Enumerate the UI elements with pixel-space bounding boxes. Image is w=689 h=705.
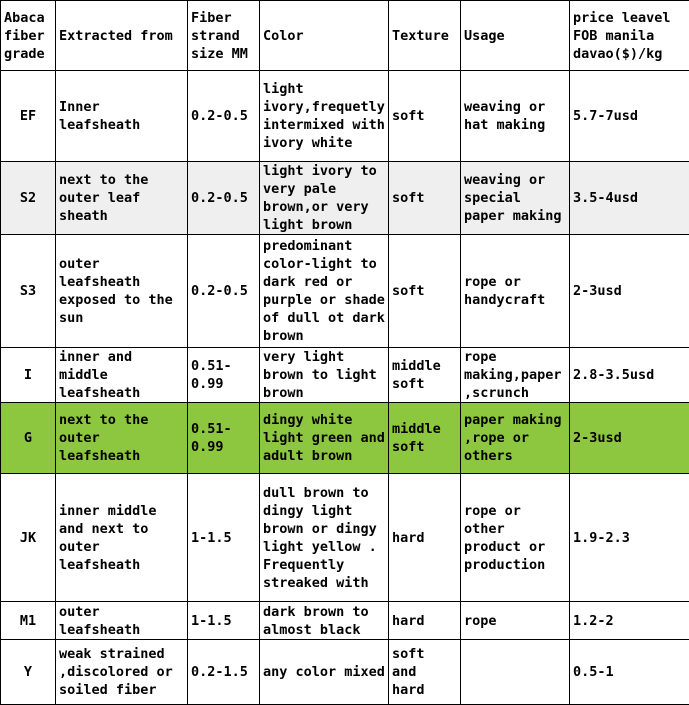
cell-price: 1.2-2: [570, 602, 689, 640]
table-row: [1, 71, 689, 162]
cell-extracted: outer leafsheath exposed to the sun: [56, 235, 188, 348]
cell-price: 3.5-4usd: [570, 162, 689, 235]
header-grade: Abaca fiber grade: [1, 1, 56, 71]
cell-usage: weaving or special paper making: [461, 162, 570, 235]
cell-grade: Y: [1, 640, 56, 705]
cell-grade: EF: [1, 71, 56, 162]
cell-price: 1.9-2.3: [570, 474, 689, 602]
cell-color: predominant color-light to dark red or purple or shade of dull ot dark brown: [260, 235, 389, 348]
cell-usage: paper making ,rope or others: [461, 403, 570, 474]
cell-price: 2-3usd: [570, 403, 689, 474]
cell-extracted: inner middle and next to outer leafsheath: [56, 474, 188, 602]
header-price: price leavel FOB manila davao($)/kg: [570, 1, 689, 71]
cell-size: 0.2-0.5: [188, 162, 260, 235]
cell-size: 0.2-0.5: [188, 71, 260, 162]
cell-extracted: next to the outer leaf sheath: [56, 162, 188, 235]
cell-texture: middle soft: [389, 403, 461, 474]
cell-size: 0.51-0.99: [188, 348, 260, 403]
table-row-highlighted: [1, 403, 689, 474]
cell-grade: M1: [1, 602, 56, 640]
cell-extracted: outer leafsheath: [56, 602, 188, 640]
table-row: [1, 348, 689, 403]
cell-color: dull brown to dingy light brown or dingy light yellow . Frequently streaked with: [260, 474, 389, 602]
cell-extracted: Inner leafsheath: [56, 71, 188, 162]
cell-usage: rope making,paper ,scrunch: [461, 348, 570, 403]
cell-price: 2-3usd: [570, 235, 689, 348]
cell-price: 0.5-1: [570, 640, 689, 705]
cell-texture: hard: [389, 474, 461, 602]
cell-texture: hard: [389, 602, 461, 640]
cell-texture: middle soft: [389, 348, 461, 403]
cell-extracted: next to the outer leafsheath: [56, 403, 188, 474]
cell-usage: rope: [461, 602, 570, 640]
table-row: [1, 640, 689, 705]
header-usage: Usage: [461, 1, 570, 71]
cell-color: light ivory,frequetly intermixed with ivory white: [260, 71, 389, 162]
cell-size: 1-1.5: [188, 602, 260, 640]
cell-usage: weaving or hat making: [461, 71, 570, 162]
cell-size: 0.2-0.5: [188, 235, 260, 348]
table-row: [1, 162, 689, 235]
cell-grade: G: [1, 403, 56, 474]
header-fiber-size: Fiber strand size MM: [188, 1, 260, 71]
cell-size: 0.51-0.99: [188, 403, 260, 474]
cell-texture: soft and hard: [389, 640, 461, 705]
cell-color: dark brown to almost black: [260, 602, 389, 640]
cell-size: 0.2-1.5: [188, 640, 260, 705]
cell-texture: soft: [389, 71, 461, 162]
cell-color: any color mixed: [260, 640, 389, 705]
cell-color: very light brown to light brown: [260, 348, 389, 403]
cell-color: dingy white light green and adult brown: [260, 403, 389, 474]
cell-size: 1-1.5: [188, 474, 260, 602]
header-extracted-from: Extracted from: [56, 1, 188, 71]
cell-texture: soft: [389, 162, 461, 235]
header-row: [1, 1, 689, 71]
cell-usage: rope or other product or production: [461, 474, 570, 602]
cell-grade: I: [1, 348, 56, 403]
cell-extracted: inner and middle leafsheath: [56, 348, 188, 403]
header-color: Color: [260, 1, 389, 71]
cell-grade: JK: [1, 474, 56, 602]
cell-texture: soft: [389, 235, 461, 348]
cell-usage: rope or handycraft: [461, 235, 570, 348]
table-row: [1, 235, 689, 348]
cell-usage: [461, 640, 570, 705]
table-row: [1, 474, 689, 602]
cell-price: 2.8-3.5usd: [570, 348, 689, 403]
cell-grade: S2: [1, 162, 56, 235]
cell-color: light ivory to very pale brown,or very light brown: [260, 162, 389, 235]
cell-grade: S3: [1, 235, 56, 348]
cell-extracted: weak strained ,discolored or soiled fiber: [56, 640, 188, 705]
header-texture: Texture: [389, 1, 461, 71]
table-row: [1, 602, 689, 640]
cell-price: 5.7-7usd: [570, 71, 689, 162]
